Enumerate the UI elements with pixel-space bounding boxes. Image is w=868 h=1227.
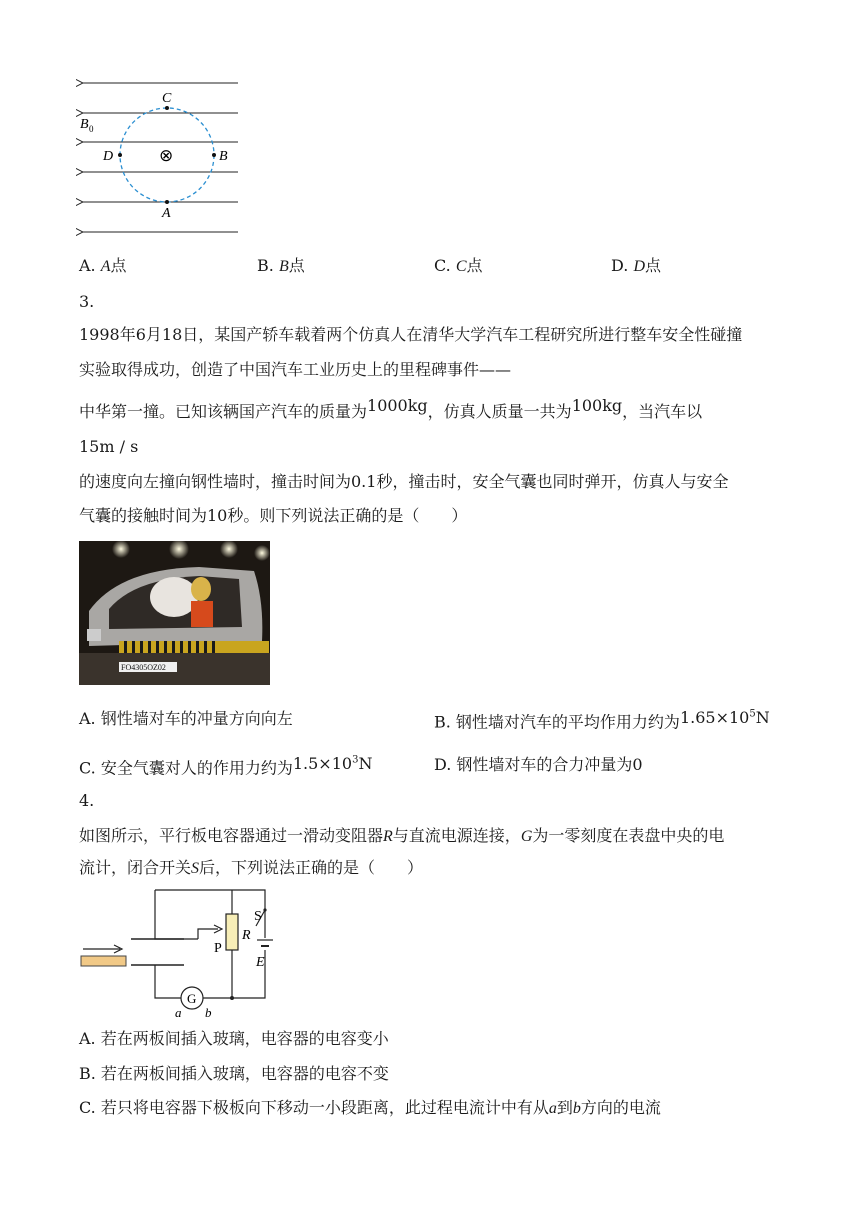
- q4-number: 4.: [79, 791, 95, 810]
- label-e: E: [256, 955, 265, 970]
- force-formula: [680, 708, 770, 727]
- q2-option-b[interactable]: [257, 255, 305, 278]
- q2-option-d[interactable]: [611, 255, 661, 278]
- var-a: a: [548, 1100, 557, 1117]
- capacitor-circuit-diagram: [78, 884, 278, 1019]
- option-text: 到: [556, 1098, 573, 1117]
- var-g: G: [520, 828, 533, 845]
- text-segment: ，当汽车以: [622, 402, 703, 421]
- label-b: b: [205, 1005, 212, 1019]
- q4-option-c[interactable]: [79, 1097, 661, 1120]
- text-segment: 后，下列说法正确的是（ ）: [199, 858, 424, 877]
- q3-text-line2: 实验取得成功，创造了中国汽车工业历史上的里程碑事件——: [79, 360, 512, 379]
- point-a-label: A: [162, 206, 171, 221]
- label-p: P: [214, 941, 222, 956]
- text-segment: 中华第一撞。已知该辆国产汽车的质量为: [79, 402, 368, 421]
- text-segment: ，仿真人质量一共为: [427, 402, 572, 421]
- q3-option-b[interactable]: [434, 708, 770, 733]
- field-label-subscript: 0: [89, 124, 94, 134]
- force-mantissa: 1.65×10: [679, 708, 750, 728]
- text-segment: 为一零刻度在表盘中央的电: [532, 826, 725, 845]
- glass-slab: [81, 956, 126, 966]
- crash-test-illustration: [79, 541, 270, 685]
- force-formula: [293, 754, 373, 773]
- q3-speed: 15m / s: [79, 437, 139, 456]
- option-suffix: 点: [288, 256, 305, 275]
- point-d-dot: [118, 153, 122, 157]
- magnetic-field-figure: [76, 76, 246, 241]
- text-segment: 如图所示，平行板电容器通过一滑动变阻器: [79, 826, 384, 845]
- q3-option-c[interactable]: [79, 754, 372, 779]
- q3-text-line1: 1998年6月18日，某国产轿车载着两个仿真人在清华大学汽车工程研究所进行整车安全性碰撞: [79, 325, 743, 344]
- current-into-page-symbol: ⊗: [159, 146, 174, 165]
- option-suffix: 点: [466, 256, 483, 275]
- option-text: C. 若只将电容器下极板向下移动一小段距离，此过程电流计中有从: [79, 1098, 549, 1117]
- text-segment: 与直流电源连接，: [392, 826, 521, 845]
- point-b-label: B: [219, 149, 228, 164]
- q2-option-a[interactable]: [79, 255, 127, 278]
- option-suffix: 点: [645, 256, 662, 275]
- switch-pivot: [263, 908, 266, 911]
- var-b: b: [572, 1100, 581, 1117]
- q4-text-line2: [79, 857, 423, 880]
- point-b-dot: [212, 153, 216, 157]
- option-var: A: [100, 258, 111, 275]
- label-s: S: [254, 909, 262, 924]
- label-g: G: [187, 991, 197, 1006]
- point-c-label: C: [162, 91, 172, 106]
- force-exponent: 5: [749, 709, 756, 720]
- q4-option-a[interactable]: A. 若在两板间插入玻璃，电容器的电容变小: [79, 1029, 389, 1048]
- q2-option-c[interactable]: [434, 255, 483, 278]
- label-a: a: [175, 1005, 182, 1019]
- q3-option-a[interactable]: A. 钢性墙对车的冲量方向向左: [79, 709, 293, 728]
- point-a-dot: [165, 200, 169, 204]
- force-exponent: 3: [352, 755, 359, 766]
- option-var: B: [278, 258, 289, 275]
- q3-option-d[interactable]: D. 钢性墙对车的合力冲量为0: [434, 755, 643, 774]
- option-text: C. 安全气囊对人的作用力约为: [79, 758, 293, 778]
- force-mantissa: 1.5×10: [292, 754, 353, 774]
- field-label: B: [80, 117, 89, 132]
- force-unit: N: [358, 754, 373, 774]
- q3-number: 3.: [79, 292, 95, 311]
- q4-option-b[interactable]: B. 若在两板间插入玻璃，电容器的电容不变: [79, 1064, 389, 1083]
- option-prefix: B.: [257, 256, 279, 275]
- option-text: 方向的电流: [580, 1098, 661, 1117]
- q4-text-line1: [79, 825, 724, 848]
- point-d-label: D: [103, 149, 114, 164]
- q3-text-line6: 气囊的接触时间为10秒。则下列说法正确的是（ ）: [79, 506, 468, 525]
- option-prefix: A.: [79, 256, 101, 275]
- rheostat-r: [226, 914, 238, 950]
- label-r: R: [242, 928, 251, 943]
- q3-text-line3: [79, 396, 703, 423]
- junction-dot: [230, 996, 234, 1000]
- dummy-mass: 100kg: [571, 396, 623, 415]
- var-s: S: [191, 860, 200, 877]
- photo-plate-label: FO4305OZ02: [121, 663, 166, 672]
- point-c-dot: [165, 106, 169, 110]
- option-text: B. 钢性墙对汽车的平均作用力约为: [434, 712, 680, 732]
- var-r: R: [383, 828, 393, 845]
- option-prefix: D.: [611, 256, 634, 275]
- force-unit: N: [755, 708, 770, 728]
- crash-test-photo: [79, 541, 270, 685]
- option-var: D: [633, 258, 645, 275]
- option-suffix: 点: [110, 256, 127, 275]
- option-var: C: [455, 258, 467, 275]
- car-mass: 1000kg: [367, 396, 428, 415]
- option-prefix: C.: [434, 256, 456, 275]
- text-segment: 流计，闭合开关: [79, 858, 192, 877]
- q3-text-line5: 的速度向左撞向钢性墙时，撞击时间为0.1秒，撞击时，安全气囊也同时弹开，仿真人与安全: [79, 472, 729, 491]
